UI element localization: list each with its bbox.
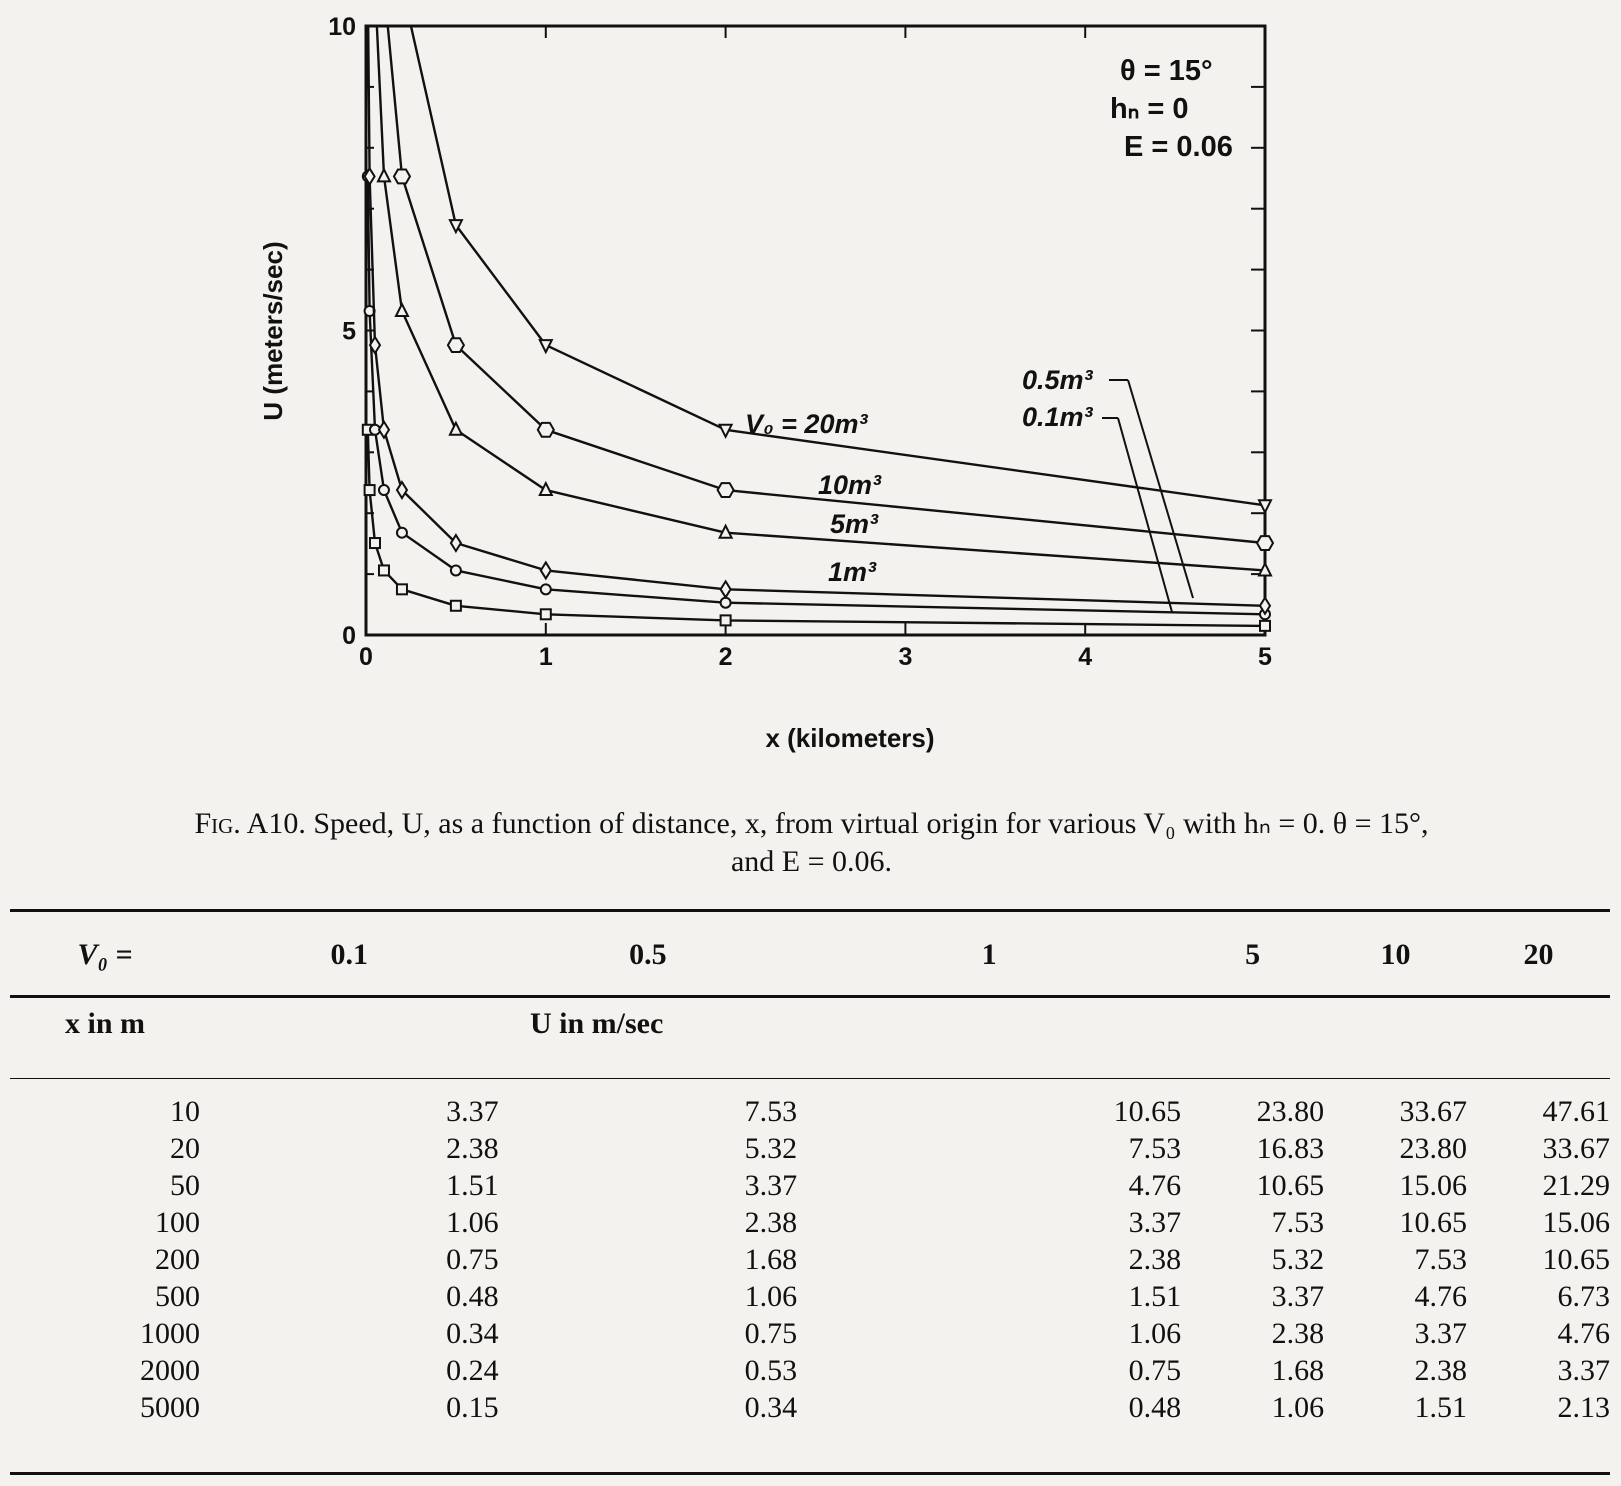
u-value-cell: 0.48: [1128, 1391, 1182, 1424]
square-marker: [541, 609, 551, 619]
param-theta: θ = 15°: [1120, 55, 1213, 87]
caption-line-2: and E = 0.06.: [730, 845, 893, 878]
u-value-cell: 3.37: [1414, 1317, 1468, 1350]
table-top-rule: [10, 909, 1610, 912]
series-line: [368, 176, 1265, 614]
hexagon-marker: [1257, 536, 1273, 550]
u-value-cell: 3.37: [1128, 1206, 1182, 1239]
table-bottom-rule: [10, 1472, 1610, 1475]
table-subheader-row: [10, 983, 1610, 1063]
x-value-cell: 100: [155, 1206, 200, 1239]
x-value-cell: 10: [170, 1095, 200, 1128]
square-marker: [379, 565, 389, 575]
caption-line-1: [14, 805, 1609, 843]
hexagon-marker: [718, 483, 734, 497]
hexagon-marker: [538, 423, 554, 437]
u-value-cell: 2.13: [1557, 1391, 1610, 1424]
u-value-cell: 0.34: [744, 1391, 798, 1424]
u-value-cell: 47.61: [1542, 1095, 1610, 1128]
x-tick-label: 3: [898, 643, 913, 671]
diamond-marker: [541, 562, 551, 578]
u-value-cell: 1.51: [1128, 1280, 1182, 1313]
square-marker: [721, 615, 731, 625]
table-row: [10, 1204, 1610, 1241]
x-tick-label: 2: [718, 643, 733, 671]
u-value-cell: 23.80: [1399, 1132, 1468, 1165]
square-marker: [1260, 621, 1270, 631]
u-value-cell: 1.06: [744, 1280, 798, 1313]
table-header-row: [10, 925, 1610, 983]
u-value-cell: 0.34: [446, 1317, 499, 1350]
speed-table: [10, 925, 1610, 1426]
series-label: 1m³: [828, 557, 877, 587]
series-label: 0.5m³: [1022, 365, 1093, 395]
u-value-cell: 21.29: [1542, 1169, 1610, 1202]
table-row: [10, 1315, 1610, 1352]
table-row: [10, 1167, 1610, 1204]
table-row: [10, 1241, 1610, 1278]
u-value-cell: 5.32: [744, 1132, 798, 1165]
series-circle: [363, 171, 1270, 619]
u-value-cell: 10.65: [1399, 1206, 1468, 1239]
u-value-cell: 6.73: [1557, 1280, 1610, 1313]
hexagon-marker: [448, 338, 464, 352]
leader-line: [1118, 418, 1172, 612]
v0-col-header: 0.5: [629, 937, 667, 971]
series-label: 10m³: [818, 470, 882, 500]
square-marker: [397, 584, 407, 594]
x-header: x in m: [64, 1006, 145, 1040]
u-value-cell: 23.80: [1256, 1095, 1325, 1128]
u-value-cell: 0.24: [446, 1354, 499, 1387]
series-label: 0.1m³: [1022, 402, 1093, 432]
u-value-cell: 15.06: [1542, 1206, 1610, 1239]
y-tick-label: 10: [328, 13, 356, 41]
u-value-cell: 0.75: [446, 1243, 499, 1276]
x-tick-label: 5: [1258, 643, 1272, 671]
u-value-cell: 4.76: [1557, 1317, 1610, 1350]
u-value-cell: 2.38: [446, 1132, 499, 1165]
v0-col-header: 10: [1380, 937, 1411, 971]
table-row: [10, 1278, 1610, 1315]
u-value-cell: 33.67: [1399, 1095, 1468, 1128]
circle-marker: [721, 598, 731, 608]
param-hn: hₙ = 0: [1110, 93, 1189, 125]
triangle-up-marker: [378, 169, 390, 181]
u-value-cell: 4.76: [1414, 1280, 1468, 1313]
u-value-cell: 3.37: [446, 1095, 499, 1128]
triangle-up-marker: [540, 483, 552, 495]
u-value-cell: 3.37: [1271, 1280, 1325, 1313]
x-value-cell: 20: [170, 1132, 200, 1165]
series-square: [363, 425, 1270, 631]
u-value-cell: 1.51: [1414, 1391, 1468, 1424]
caption-text: Speed, U, as a function of distance, x, from virtual origin for various V₀ with hₙ = 0. θ = 15°,: [313, 807, 1429, 840]
diamond-marker: [379, 422, 389, 438]
x-axis-title: x (kilometers): [765, 723, 935, 753]
triangle-up-marker: [450, 423, 462, 435]
u-value-cell: 1.06: [1128, 1317, 1182, 1350]
u-value-cell: 15.06: [1399, 1169, 1468, 1202]
u-value-cell: 0.75: [1128, 1354, 1182, 1387]
u-value-cell: 1.06: [446, 1206, 499, 1239]
u-value-cell: 7.53: [1128, 1132, 1182, 1165]
x-value-cell: 50: [170, 1169, 200, 1202]
u-value-cell: 16.83: [1256, 1132, 1325, 1165]
table-row: [10, 1130, 1610, 1167]
u-value-cell: 0.48: [446, 1280, 499, 1313]
u-value-cell: 10.65: [1542, 1243, 1610, 1276]
hexagon-marker: [394, 169, 410, 183]
y-tick-label: 0: [342, 622, 356, 650]
v0-col-header: 1: [981, 937, 997, 971]
square-marker: [370, 538, 380, 548]
triangle-down-marker: [1259, 500, 1271, 512]
square-marker: [365, 485, 375, 495]
u-value-cell: 7.53: [1414, 1243, 1468, 1276]
y-axis-title: U (meters/sec): [258, 241, 288, 421]
x-value-cell: 1000: [140, 1317, 200, 1350]
u-value-cell: 2.38: [744, 1206, 798, 1239]
x-value-cell: 2000: [140, 1354, 200, 1387]
param-e: E = 0.06: [1124, 131, 1233, 163]
u-value-cell: 10.65: [1256, 1169, 1325, 1202]
caption-fig-label: Fig. A10.: [194, 807, 306, 840]
x-tick-label: 4: [1078, 643, 1093, 671]
u-value-cell: 33.67: [1542, 1132, 1610, 1165]
v0-col-header: 5: [1245, 937, 1261, 971]
u-value-cell: 10.65: [1113, 1095, 1182, 1128]
u-value-cell: 7.53: [744, 1095, 798, 1128]
table-row: [10, 1352, 1610, 1389]
u-value-cell: 2.38: [1128, 1243, 1182, 1276]
figure-caption: [14, 805, 1609, 881]
u-value-cell: 1.06: [1271, 1391, 1325, 1424]
x-value-cell: 200: [155, 1243, 200, 1276]
diamond-marker: [451, 535, 461, 551]
circle-marker: [379, 485, 389, 495]
v0-col-header: 0.1: [330, 937, 369, 971]
v0-col-header: 20: [1523, 937, 1554, 971]
diamond-marker: [721, 581, 731, 597]
v0-header: V₀ =: [77, 937, 133, 971]
u-value-cell: 2.38: [1271, 1317, 1325, 1350]
u-value-cell: 5.32: [1271, 1243, 1325, 1276]
u-value-cell: 0.15: [446, 1391, 499, 1424]
u-value-cell: 2.38: [1414, 1354, 1468, 1387]
u-value-cell: 0.75: [744, 1317, 798, 1350]
square-marker: [451, 601, 461, 611]
circle-marker: [541, 584, 551, 594]
y-tick-label: 5: [342, 317, 356, 346]
u-value-cell: 4.76: [1128, 1169, 1182, 1202]
series-label: V₀ = 20m³: [745, 409, 868, 439]
u-value-cell: 1.68: [1271, 1354, 1325, 1387]
circle-marker: [397, 528, 407, 538]
x-value-cell: 500: [155, 1280, 200, 1313]
table-row: [10, 1389, 1610, 1426]
u-value-cell: 0.53: [744, 1354, 798, 1387]
diamond-marker: [397, 482, 407, 498]
x-tick-label: 0: [359, 643, 373, 671]
u-value-cell: 7.53: [1271, 1206, 1325, 1239]
u-header: U in m/sec: [530, 1006, 664, 1040]
u-value-cell: 1.68: [744, 1243, 798, 1276]
x-tick-label: 1: [538, 643, 553, 671]
series-line: [368, 0, 1265, 606]
series-label: 5m³: [830, 509, 879, 539]
u-value-cell: 3.37: [1557, 1354, 1610, 1387]
circle-marker: [451, 565, 461, 575]
table-row: [10, 1093, 1610, 1130]
u-value-cell: 3.37: [744, 1169, 798, 1202]
x-value-cell: 5000: [140, 1391, 200, 1424]
u-value-cell: 1.51: [446, 1169, 499, 1202]
triangle-up-marker: [396, 304, 408, 316]
